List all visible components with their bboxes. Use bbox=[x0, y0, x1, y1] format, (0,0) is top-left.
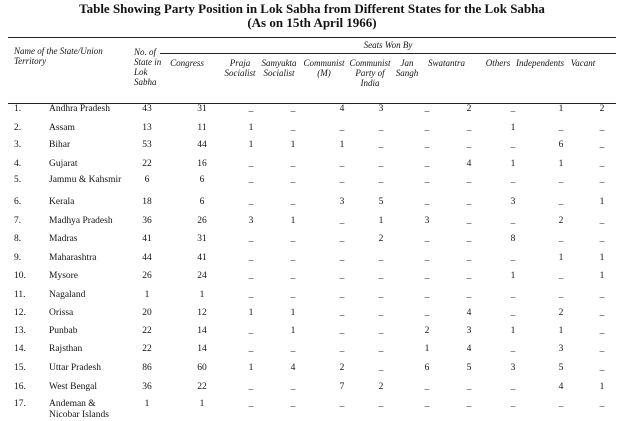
seats-cell: 20 bbox=[142, 308, 152, 318]
party-seat-cell: _ bbox=[424, 399, 430, 409]
top-rule bbox=[8, 37, 616, 38]
party-seat-cell: 14 bbox=[197, 344, 207, 354]
party-seat-cell: 5 bbox=[466, 363, 472, 373]
party-seat-cell: _ bbox=[466, 382, 472, 392]
party-seat-cell: 2 bbox=[599, 104, 605, 114]
party-seat-cell: 4 bbox=[466, 344, 472, 354]
state-name: Maharashtra bbox=[49, 253, 97, 263]
party-seat-cell: _ bbox=[378, 326, 384, 336]
state-name: Punbab bbox=[49, 326, 78, 336]
seats-cell: 22 bbox=[142, 344, 152, 354]
party-seat-cell: 4 bbox=[466, 159, 472, 169]
party-seat-cell: _ bbox=[599, 216, 605, 226]
party-seat-cell: _ bbox=[558, 123, 564, 133]
party-seat-cell: 24 bbox=[197, 271, 207, 281]
header-party: Congress bbox=[170, 58, 204, 68]
party-seat-cell: _ bbox=[599, 363, 605, 373]
party-seat-cell: _ bbox=[510, 216, 516, 226]
party-seat-cell: 1 bbox=[248, 363, 254, 373]
seats-cell: 41 bbox=[142, 234, 152, 244]
party-seat-cell: _ bbox=[558, 197, 564, 207]
party-seat-cell: _ bbox=[466, 123, 472, 133]
party-seat-cell: 14 bbox=[197, 326, 207, 336]
header-party: Vacant bbox=[570, 58, 596, 68]
state-name: Madras bbox=[49, 234, 78, 244]
party-seat-cell: _ bbox=[339, 159, 345, 169]
party-seat-cell: _ bbox=[290, 197, 296, 207]
party-seat-cell: _ bbox=[466, 253, 472, 263]
party-seat-cell: _ bbox=[248, 175, 254, 185]
party-seat-cell: _ bbox=[290, 234, 296, 244]
row-number: 16. bbox=[14, 382, 26, 392]
row-number: 14. bbox=[14, 344, 26, 354]
seats-won-rule bbox=[160, 53, 616, 54]
party-seat-cell: 2 bbox=[558, 308, 564, 318]
party-seat-cell: 5 bbox=[558, 363, 564, 373]
party-seat-cell: _ bbox=[290, 159, 296, 169]
row-number: 7. bbox=[14, 216, 22, 226]
party-seat-cell: _ bbox=[290, 175, 296, 185]
party-seat-cell: _ bbox=[248, 344, 254, 354]
party-seat-cell: _ bbox=[248, 234, 254, 244]
seats-cell: 18 bbox=[142, 197, 152, 207]
party-seat-cell: _ bbox=[510, 344, 516, 354]
party-seat-cell: _ bbox=[599, 290, 605, 300]
party-seat-cell: _ bbox=[558, 234, 564, 244]
party-seat-cell: 4 bbox=[339, 104, 345, 114]
party-seat-cell: _ bbox=[378, 123, 384, 133]
party-seat-cell: _ bbox=[424, 140, 430, 150]
party-seat-cell: _ bbox=[339, 399, 345, 409]
party-seat-cell: 3 bbox=[378, 104, 384, 114]
party-seat-cell: _ bbox=[599, 159, 605, 169]
party-seat-cell: 1 bbox=[510, 271, 516, 281]
party-seat-cell: 1 bbox=[339, 140, 345, 150]
party-seat-cell: _ bbox=[290, 399, 296, 409]
header-state: Name of the State/Union Territory bbox=[14, 46, 103, 66]
party-seat-cell: _ bbox=[339, 234, 345, 244]
party-seat-cell: 44 bbox=[197, 140, 207, 150]
party-seat-cell: 41 bbox=[197, 253, 207, 263]
party-seat-cell: _ bbox=[378, 253, 384, 263]
party-seat-cell: _ bbox=[466, 216, 472, 226]
party-seat-cell: 1 bbox=[290, 308, 296, 318]
party-seat-cell: _ bbox=[290, 344, 296, 354]
party-seat-cell: _ bbox=[378, 271, 384, 281]
party-seat-cell: _ bbox=[510, 175, 516, 185]
party-seat-cell: _ bbox=[378, 175, 384, 185]
party-seat-cell: 2 bbox=[339, 363, 345, 373]
party-seat-cell: _ bbox=[290, 253, 296, 263]
party-seat-cell: 3 bbox=[424, 216, 430, 226]
party-seat-cell: _ bbox=[424, 308, 430, 318]
party-seat-cell: _ bbox=[558, 399, 564, 409]
party-seat-cell: _ bbox=[510, 290, 516, 300]
party-seat-cell: 3 bbox=[510, 197, 516, 207]
party-seat-cell: _ bbox=[558, 175, 564, 185]
seats-cell: 36 bbox=[142, 216, 152, 226]
party-seat-cell: _ bbox=[424, 234, 430, 244]
party-seat-cell: 1 bbox=[510, 159, 516, 169]
party-seat-cell: 6 bbox=[199, 175, 205, 185]
seats-cell: 36 bbox=[142, 382, 152, 392]
party-seat-cell: 2 bbox=[424, 326, 430, 336]
party-seat-cell: 1 bbox=[599, 253, 605, 263]
party-seat-cell: _ bbox=[558, 290, 564, 300]
party-seat-cell: 1 bbox=[599, 197, 605, 207]
party-seat-cell: 26 bbox=[197, 216, 207, 226]
party-seat-cell: _ bbox=[599, 326, 605, 336]
state-name: Gujarat bbox=[49, 159, 78, 169]
party-seat-cell: _ bbox=[599, 123, 605, 133]
party-seat-cell: _ bbox=[424, 123, 430, 133]
state-name: Bihar bbox=[49, 140, 71, 150]
party-seat-cell: 2 bbox=[466, 104, 472, 114]
party-seat-cell: 6 bbox=[199, 197, 205, 207]
party-seat-cell: 5 bbox=[378, 197, 384, 207]
party-seat-cell: 6 bbox=[558, 140, 564, 150]
party-seat-cell: 1 bbox=[599, 382, 605, 392]
state-name: Rajsthan bbox=[49, 344, 83, 354]
party-seat-cell: _ bbox=[558, 271, 564, 281]
header-party: Communist (M) bbox=[303, 58, 345, 78]
party-seat-cell: _ bbox=[466, 290, 472, 300]
row-number: 2. bbox=[14, 123, 22, 133]
party-seat-cell: 1 bbox=[558, 253, 564, 263]
party-seat-cell: _ bbox=[339, 326, 345, 336]
party-seat-cell: 1 bbox=[199, 399, 205, 409]
party-seat-cell: 2 bbox=[558, 216, 564, 226]
seats-cell: 22 bbox=[142, 326, 152, 336]
party-seat-cell: 11 bbox=[197, 123, 207, 133]
party-seat-cell: _ bbox=[510, 104, 516, 114]
header-party: Communist Party of India bbox=[349, 58, 391, 88]
party-seat-cell: 1 bbox=[378, 216, 384, 226]
seats-cell: 1 bbox=[144, 399, 150, 409]
party-seat-cell: _ bbox=[290, 290, 296, 300]
state-name: Andeman & Nicobar Islands bbox=[49, 399, 109, 420]
table-subtitle: (As on 15th April 1966) bbox=[247, 15, 377, 30]
row-number: 5. bbox=[14, 175, 22, 185]
row-number: 9. bbox=[14, 253, 22, 263]
party-seat-cell: 8 bbox=[510, 234, 516, 244]
party-seat-cell: 1 bbox=[558, 326, 564, 336]
row-number: 8. bbox=[14, 234, 22, 244]
party-seat-cell: 1 bbox=[290, 326, 296, 336]
party-seat-cell: _ bbox=[339, 308, 345, 318]
party-seat-cell: _ bbox=[424, 159, 430, 169]
party-seat-cell: 1 bbox=[248, 123, 254, 133]
header-party: Independents bbox=[516, 58, 564, 68]
seats-cell: 1 bbox=[144, 290, 150, 300]
party-seat-cell: _ bbox=[248, 271, 254, 281]
header-party: Samyukta Socialist bbox=[261, 58, 297, 78]
state-name: Jammu & Kahsmir bbox=[49, 175, 122, 185]
header-seats: No. of State in Lok Sabha bbox=[134, 47, 162, 87]
party-seat-cell: 1 bbox=[599, 271, 605, 281]
state-name: Kerala bbox=[49, 197, 75, 207]
party-seat-cell: _ bbox=[466, 234, 472, 244]
state-name: Uttar Pradesh bbox=[49, 363, 101, 373]
party-seat-cell: _ bbox=[290, 104, 296, 114]
party-seat-cell: _ bbox=[599, 308, 605, 318]
party-seat-cell: _ bbox=[248, 197, 254, 207]
party-seat-cell: _ bbox=[510, 399, 516, 409]
state-name: Andhra Pradesh bbox=[49, 104, 110, 114]
row-number: 3. bbox=[14, 140, 22, 150]
party-seat-cell: 3 bbox=[510, 363, 516, 373]
party-seat-cell: _ bbox=[339, 290, 345, 300]
seats-cell: 22 bbox=[142, 159, 152, 169]
party-seat-cell: _ bbox=[378, 344, 384, 354]
party-seat-cell: _ bbox=[466, 271, 472, 281]
party-seat-cell: _ bbox=[339, 123, 345, 133]
party-seat-cell: _ bbox=[510, 140, 516, 150]
party-seat-cell: 1 bbox=[510, 123, 516, 133]
state-name: Nagaland bbox=[49, 290, 86, 300]
party-seat-cell: 1 bbox=[290, 140, 296, 150]
row-number: 13. bbox=[14, 326, 26, 336]
party-seat-cell: _ bbox=[424, 253, 430, 263]
row-number: 12. bbox=[14, 308, 26, 318]
party-seat-cell: _ bbox=[599, 399, 605, 409]
row-number: 15. bbox=[14, 363, 26, 373]
party-seat-cell: _ bbox=[424, 197, 430, 207]
party-seat-cell: 1 bbox=[248, 308, 254, 318]
party-seat-cell: _ bbox=[510, 308, 516, 318]
seats-cell: 13 bbox=[142, 123, 152, 133]
state-name: Orissa bbox=[49, 308, 74, 318]
party-seat-cell: 6 bbox=[424, 363, 430, 373]
party-seat-cell: _ bbox=[339, 271, 345, 281]
row-number: 6. bbox=[14, 197, 22, 207]
party-seat-cell: _ bbox=[248, 290, 254, 300]
state-name: Madhya Pradesh bbox=[49, 216, 113, 226]
row-number: 10. bbox=[14, 271, 26, 281]
party-seat-cell: _ bbox=[599, 344, 605, 354]
party-seat-cell: 1 bbox=[558, 104, 564, 114]
party-seat-cell: _ bbox=[248, 253, 254, 263]
party-seat-cell: _ bbox=[424, 271, 430, 281]
party-seat-cell: 3 bbox=[558, 344, 564, 354]
party-seat-cell: _ bbox=[290, 382, 296, 392]
party-seat-cell: _ bbox=[339, 253, 345, 263]
party-seat-cell: _ bbox=[248, 104, 254, 114]
party-seat-cell: 1 bbox=[424, 344, 430, 354]
party-seat-cell: 31 bbox=[197, 234, 207, 244]
party-seat-cell: _ bbox=[424, 104, 430, 114]
seats-cell: 6 bbox=[144, 175, 150, 185]
party-seat-cell: _ bbox=[248, 159, 254, 169]
row-number: 11. bbox=[14, 290, 26, 300]
party-seat-cell: _ bbox=[424, 290, 430, 300]
party-seat-cell: _ bbox=[466, 140, 472, 150]
party-seat-cell: 1 bbox=[290, 216, 296, 226]
party-seat-cell: _ bbox=[248, 382, 254, 392]
header-party: Jan Sangh bbox=[395, 58, 419, 78]
party-seat-cell: 3 bbox=[339, 197, 345, 207]
party-seat-cell: _ bbox=[248, 326, 254, 336]
party-seat-cell: _ bbox=[510, 253, 516, 263]
state-name: Mysore bbox=[49, 271, 79, 281]
party-seat-cell: 4 bbox=[466, 308, 472, 318]
party-seat-cell: _ bbox=[378, 140, 384, 150]
party-seat-cell: 7 bbox=[339, 382, 345, 392]
state-name: Assam bbox=[49, 123, 75, 133]
party-seat-cell: _ bbox=[290, 123, 296, 133]
seats-cell: 44 bbox=[142, 253, 152, 263]
party-seat-cell: 1 bbox=[510, 326, 516, 336]
party-seat-cell: _ bbox=[339, 216, 345, 226]
party-seat-cell: 3 bbox=[248, 216, 254, 226]
row-number: 4. bbox=[14, 159, 22, 169]
party-seat-cell: _ bbox=[466, 175, 472, 185]
party-seat-cell: _ bbox=[510, 382, 516, 392]
row-number: 1. bbox=[14, 104, 22, 114]
party-seat-cell: 31 bbox=[197, 104, 207, 114]
party-seat-cell: _ bbox=[424, 175, 430, 185]
party-seat-cell: _ bbox=[378, 399, 384, 409]
header-party: Swatantra bbox=[428, 58, 466, 68]
row-number: 17. bbox=[14, 399, 26, 409]
party-seat-cell: _ bbox=[599, 234, 605, 244]
party-seat-cell: 12 bbox=[197, 308, 207, 318]
party-seat-cell: 60 bbox=[197, 363, 207, 373]
party-seat-cell: 3 bbox=[466, 326, 472, 336]
seats-cell: 43 bbox=[142, 104, 152, 114]
party-seat-cell: _ bbox=[378, 159, 384, 169]
party-seat-cell: 2 bbox=[378, 382, 384, 392]
party-seat-cell: 22 bbox=[197, 382, 207, 392]
party-seat-cell: 4 bbox=[558, 382, 564, 392]
party-seat-cell: 16 bbox=[197, 159, 207, 169]
party-seat-cell: _ bbox=[424, 382, 430, 392]
party-seat-cell: 2 bbox=[378, 234, 384, 244]
table-title: Table Showing Party Position in Lok Sabha from Different States for the Lok Sabha bbox=[79, 1, 545, 16]
party-seat-cell: _ bbox=[339, 175, 345, 185]
seats-cell: 26 bbox=[142, 271, 152, 281]
header-party: Praja Socialist bbox=[224, 58, 256, 78]
party-seat-cell: 1 bbox=[248, 140, 254, 150]
party-seat-cell: _ bbox=[378, 308, 384, 318]
header-party: Others bbox=[485, 58, 511, 68]
party-seat-cell: 1 bbox=[558, 159, 564, 169]
party-seat-cell: _ bbox=[248, 399, 254, 409]
party-seat-cell: _ bbox=[378, 290, 384, 300]
party-seat-cell: _ bbox=[466, 399, 472, 409]
header-seats-won-by: Seats Won By bbox=[363, 40, 413, 50]
seats-cell: 86 bbox=[142, 363, 152, 373]
party-seat-cell: _ bbox=[339, 344, 345, 354]
party-seat-cell: _ bbox=[290, 271, 296, 281]
party-seat-cell: _ bbox=[378, 363, 384, 373]
seats-cell: 53 bbox=[142, 140, 152, 150]
party-seat-cell: _ bbox=[599, 175, 605, 185]
party-seat-cell: _ bbox=[599, 140, 605, 150]
state-name: West Bengal bbox=[49, 382, 98, 392]
party-seat-cell: 4 bbox=[290, 363, 296, 373]
party-seat-cell: _ bbox=[466, 197, 472, 207]
party-seat-cell: 1 bbox=[199, 290, 205, 300]
